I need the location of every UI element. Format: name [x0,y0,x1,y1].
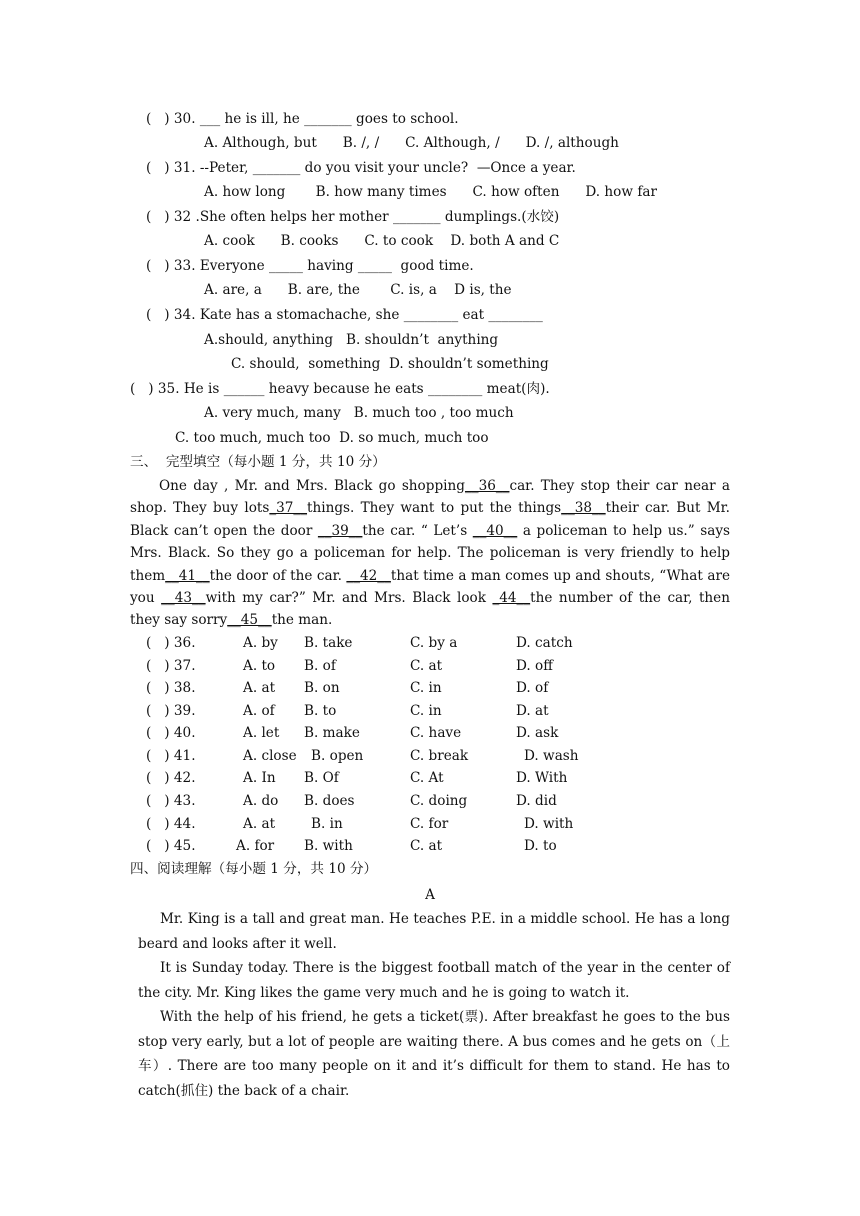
question-31: ( ) 31. --Peter, _______ do you visit your uncle? —Once a year. [146,160,576,176]
blank-45: __45__ [227,612,272,629]
question-34-options-2: C. should, something D. shouldn’t something [231,356,549,372]
blank-42: __42__ [346,567,391,584]
question-35: ( ) 35. He is ______ heavy because he eats ________ meat(肉). [130,381,550,397]
blank-37: _37__ [269,500,308,517]
question-33: ( ) 33. Everyone _____ having _____ good time. [146,258,474,274]
question-35-options-1: A. very much, many B. much too , too much [204,405,514,421]
section-heading-cloze: 三、 完型填空（每小题 1 分，共 10 分） [130,454,386,470]
blank-40: __40__ [472,522,518,539]
question-33-options: A. are, a B. are, the C. is, a D is, the [204,282,512,298]
question-30-options: A. Although, but B. /, / C. Although, / D. /, although [204,135,619,151]
question-32: ( ) 32 .She often helps her mother _______ dumplings.(水饺) [146,209,560,225]
question-35-options-2: C. too much, much too D. so much, much too [175,430,489,446]
reading-paragraph-2: It is Sunday today. There is the biggest football match of the year in the center of the city. Mr. King likes the game very much and he is going to watch it. [138,960,730,1001]
question-31-options: A. how long B. how many times C. how often D. how far [204,184,657,200]
question-34: ( ) 34. Kate has a stomachache, she ________ eat ________ [146,307,543,323]
question-34-options-1: A.should, anything B. shouldn’t anything [204,332,499,348]
reading-part-label: A [425,887,435,903]
cloze-passage: One day , Mr. and Mrs. Black go shopping__36__car. They stop their car near a shop. They buy lots_37__things. They want to put the things__38__their car. But Mr. Black can’t open the door __39__the car. “ Let’s __40__ a policeman to help us.” says Mrs. Black. So they go a policeman for help. The policeman is very friendly to help them__41__the door of the car. __42__that time a man comes up and shouts, “What are you __43__with my car?” Mr. and Mrs. Black look _44__the number of the car, then they say sorry__45__the man. [130,478,730,629]
question-30: ( ) 30. ___ he is ill, he _______ goes to school. [146,111,459,127]
blank-36: __36__ [464,478,510,494]
blank-43: __43__ [161,590,206,607]
section-heading-reading: 四、阅读理解（每小题 1 分，共 10 分） [130,861,378,877]
reading-paragraph-3: With the help of his friend, he gets a ticket(票). After breakfast he goes to the bus stop very early, but a lot of people are waiting there. A bus comes and he gets on（上车）. There are too many people on it and it’s difficult for them to stand. He has to catch(抓住) the back of a chair. [138,1009,730,1099]
blank-41: __41__ [165,567,210,584]
question-32-options: A. cook B. cooks C. to cook D. both A and C [204,233,560,249]
blank-38: __38__ [561,500,606,517]
reading-paragraph-1: Mr. King is a tall and great man. He teaches P.E. in a middle school. He has a long beard and looks after it well. [138,911,730,952]
blank-39: __39__ [317,522,363,539]
blank-44: _44__ [492,590,531,607]
